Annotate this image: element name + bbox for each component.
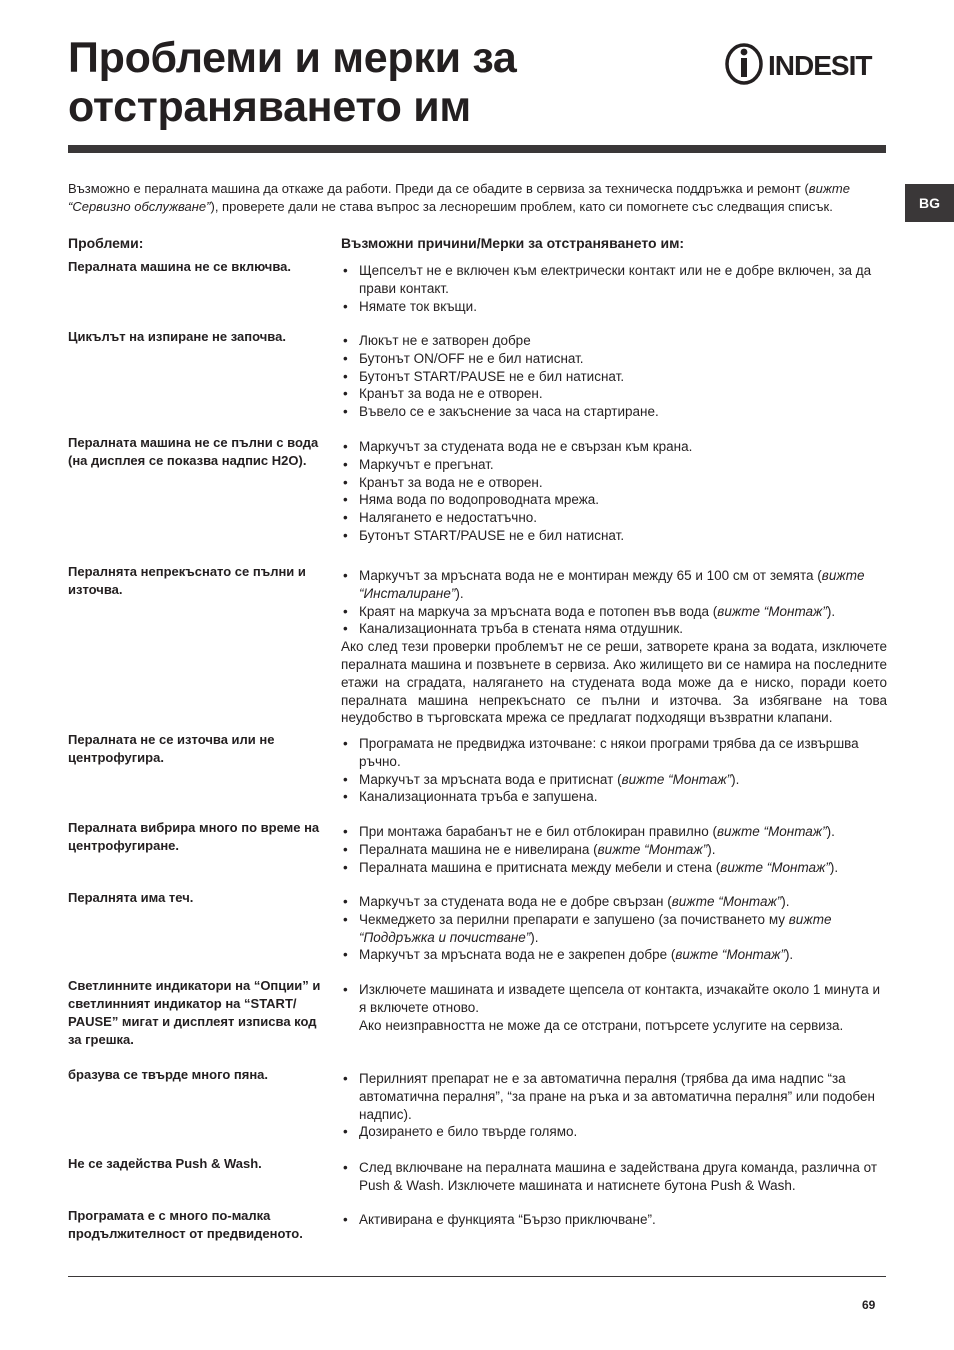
- cause-item: • Чекмеджето за перилни препарати е запушено (за почистването му вижте “Поддръжка и почистване”).: [341, 911, 887, 947]
- cause-item: • Канализационната тръба е запушена.: [341, 788, 887, 806]
- cause-item: • Програмата не предвиджа източване: с някои програми трябва да се извършва ръчно.: [341, 735, 887, 771]
- cause-item: • Бутонът ON/OFF не е бил натиснат.: [341, 350, 887, 368]
- cause-item: • Маркучът за мръсната вода не е закрепен добре (вижте “Монтаж”).: [341, 946, 887, 964]
- cause-item: • Маркучът за студената вода не е добре свързан (вижте “Монтаж”).: [341, 893, 887, 911]
- problem-text: Пералната вибрира много по време на центрофугиране.: [68, 820, 320, 853]
- cause-item: • Изключете машината и извадете щепсела от контакта, изчакайте около 1 минута и я включете отново.: [341, 981, 887, 1017]
- cause-item: • Дозирането е било твърде голямо.: [341, 1123, 887, 1141]
- causes-column-header: Възможни причини/Мерки за отстраняването им:: [341, 235, 685, 251]
- cause-item: • Люкът не е затворен добре: [341, 332, 887, 350]
- cause-item: • Перилният препарат не е за автоматична пералня (трябва да има надпис “за автоматична пералня”, “за пране на ръка и за автоматична пералня” или подобен надпис).: [341, 1070, 887, 1123]
- title-line-2: отстраняването им: [68, 83, 471, 131]
- causes-cell: [341, 1070, 887, 1141]
- svg-text:INDESIT: INDESIT: [768, 50, 872, 81]
- causes-list: [341, 332, 887, 421]
- cause-note: Ако след тези проверки проблемът не се реши, затворете крана за водата, изключете пералната машина и позвънете в сервиза. Ако жилището ви се намира на последните етажи на сградата, налягането на студената вода може да е ниско, поради което пералната машина непрекъснато се пълни и източва. За избягване на това неудобство в търговската мрежа се предлагат подходящи възвратни клапани.: [341, 639, 887, 726]
- cause-item: • Активирана е функцията “Бързо приключване”.: [341, 1211, 887, 1229]
- causes-cell: [341, 332, 887, 421]
- problem-text: бразува се твърде много пяна.: [68, 1067, 269, 1082]
- cause-item: • Пералната машина не е нивелирана (вижте “Монтаж”).: [341, 841, 887, 859]
- cause-item: • Краят на маркуча за мръсната вода е потопен във вода (вижте “Монтаж”).: [341, 603, 887, 621]
- causes-list: [341, 1211, 887, 1229]
- title-line-1: Проблеми и мерки за: [68, 34, 517, 82]
- cause-item: • След включване на пералната машина е задействана друга команда, различна от Push & Wash. Изключете машината и натиснете бутона Push & Wash.: [341, 1159, 887, 1195]
- intro-paragraph: Възможно е пералната машина да откаже да работи. Преди да се обадите в сервиза за техническа поддръжка и ремонт (вижте “Сервизно обслужване”), проверете дали не става въпрос за леснорешим проблем, като си помогнете със следващия списък.: [68, 181, 850, 214]
- page-title: [68, 34, 688, 132]
- causes-cell: [341, 567, 887, 727]
- problem-text: Не се задейства Push & Wash.: [68, 1156, 262, 1171]
- causes-cell: [341, 823, 887, 876]
- causes-list: [341, 438, 887, 545]
- bottom-rule: [68, 1276, 886, 1277]
- problem-text: Светлинните индикатори на “Опции” и светлинният индикатор на “START/ PAUSE” мигат и дисплеят изписва код за грешка.: [68, 978, 321, 1047]
- cause-item: Ако неизправността не може да се отстрани, потърсете услугите на сервиза.: [359, 1017, 844, 1033]
- causes-list: [341, 567, 887, 638]
- problem-text: Пералната не се източва или не центрофугира.: [68, 732, 275, 765]
- language-tab: BG: [905, 184, 954, 222]
- cause-item: • Няма вода по водопроводната мрежа.: [341, 491, 887, 509]
- causes-list: [341, 893, 887, 964]
- causes-list: [341, 1070, 887, 1141]
- cause-item: • При монтажа барабанът не е бил отблокиран правилно (вижте “Монтаж”).: [341, 823, 887, 841]
- causes-list: [341, 1159, 887, 1195]
- causes-cell: [341, 1159, 887, 1195]
- causes-cell: [341, 262, 887, 315]
- causes-list: [341, 823, 887, 876]
- cause-item: • Бутонът START/PAUSE не е бил натиснат.: [341, 368, 887, 386]
- causes-cell: [341, 1211, 887, 1229]
- cause-item: • Пералната машина е притисната между мебели и стена (вижте “Монтаж”).: [341, 859, 887, 877]
- page-number: 69: [862, 1298, 876, 1312]
- cause-item: • Маркучът е прегънат.: [341, 456, 887, 474]
- cause-item: • Маркучът за мръсната вода е притиснат (вижте “Монтаж”).: [341, 771, 887, 789]
- cause-item: • Кранът за вода не е отворен.: [341, 385, 887, 403]
- problem-text: Пералнята има теч.: [68, 890, 194, 905]
- problem-text: Цикълът на изпиране не започва.: [68, 329, 286, 344]
- causes-cell: [341, 893, 887, 964]
- cause-item: • Налягането е недостатъчно.: [341, 509, 887, 527]
- problem-text: Програмата е с много по-малка продължителност от предвиденото.: [68, 1208, 303, 1241]
- causes-list: [341, 262, 887, 315]
- cause-item: • Нямате ток вкъщи.: [341, 298, 887, 316]
- cause-item: • Маркучът за мръсната вода не е монтиран между 65 и 100 см от земята (вижте “Инсталиране”).: [341, 567, 887, 603]
- problems-column-header: Проблеми:: [68, 235, 144, 251]
- causes-cell: [341, 981, 887, 1034]
- causes-list: [341, 981, 887, 1034]
- cause-item: • Канализационната тръба в стената няма отдушник.: [341, 620, 887, 638]
- cause-item: • Щепселът не е включен към електрически контакт или не е добре включен, за да прави контакт.: [341, 262, 887, 298]
- problem-text: Пералната машина не се пълни с вода (на дисплея се показва надпис H2O).: [68, 435, 319, 468]
- cause-item: • Кранът за вода не е отворен.: [341, 474, 887, 492]
- cause-item: • Въвело се е закъснение за часа на стартиране.: [341, 403, 887, 421]
- problem-text: Пералната машина не се включва.: [68, 259, 291, 274]
- causes-list: [341, 735, 887, 806]
- causes-cell: [341, 438, 887, 545]
- problem-text: Пералнята непрекъснато се пълни и източва.: [68, 564, 306, 597]
- causes-cell: [341, 735, 887, 806]
- cause-item: • Маркучът за студената вода не е свързан към крана.: [341, 438, 887, 456]
- title-rule: [68, 145, 886, 153]
- cause-item: • Бутонът START/PAUSE не е бил натиснат.: [341, 527, 887, 545]
- indesit-logo: [724, 42, 888, 86]
